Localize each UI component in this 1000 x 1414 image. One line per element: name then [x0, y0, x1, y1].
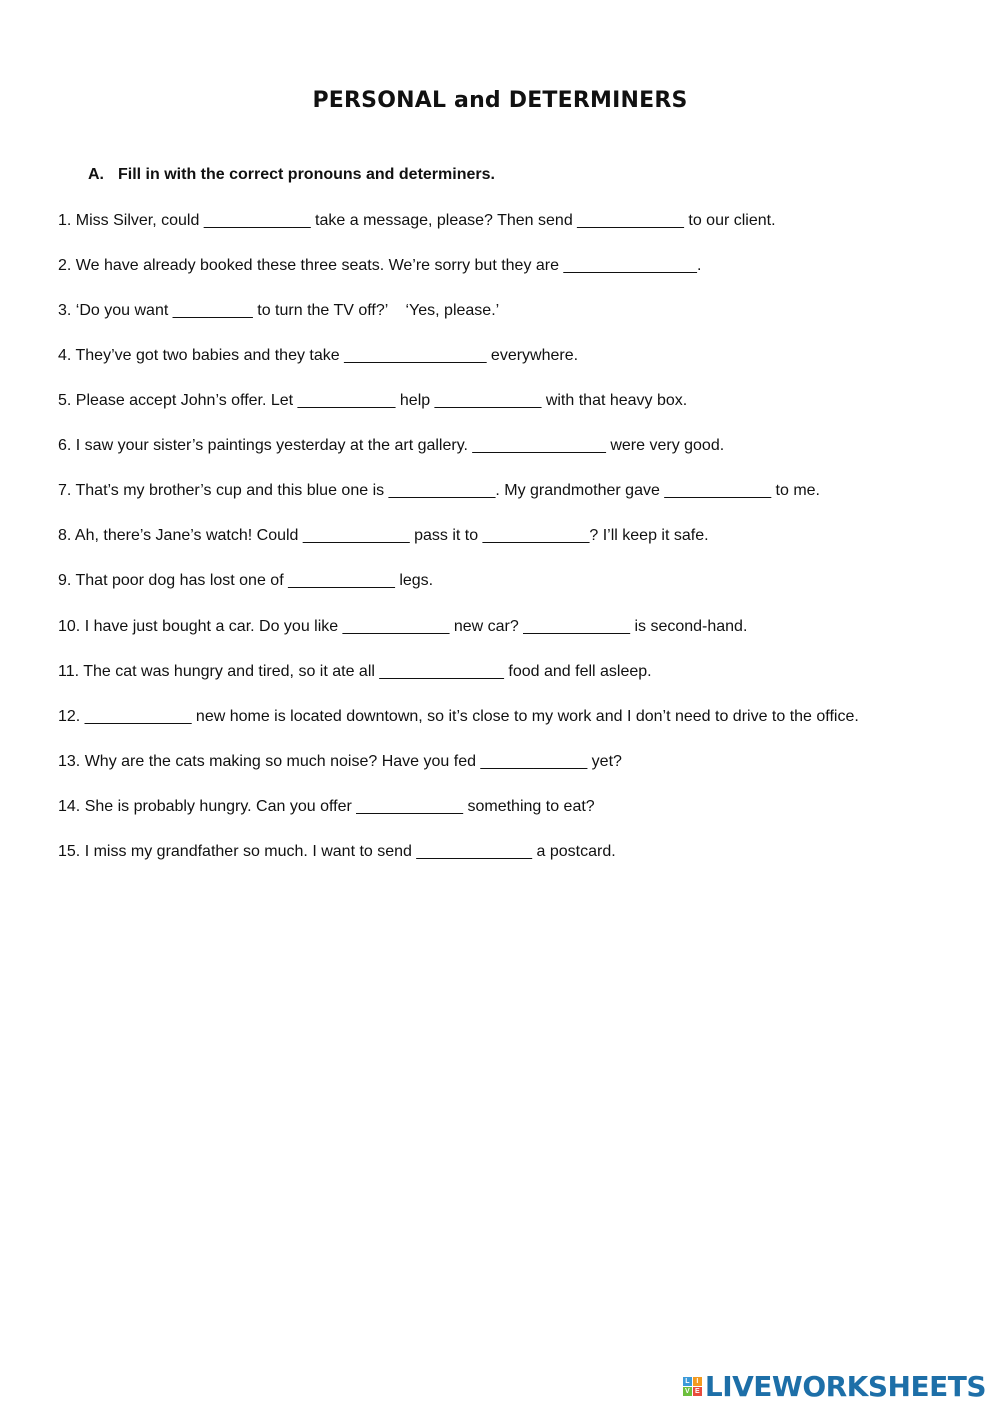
question-4: 4. They’ve got two babies and they take ________________ everywhere. [58, 347, 579, 364]
liveworksheets-logo-text: LIVEWORKSHEETS [704, 1369, 986, 1403]
liveworksheets-logo-icon [683, 1377, 702, 1396]
section-letter: A. [88, 166, 104, 183]
question-7: 7. That’s my brother’s cup and this blue one is ____________. My grandmother gave ____________ to me. [58, 482, 820, 499]
liveworksheets-logo [683, 1368, 986, 1404]
question-9: 9. That poor dog has lost one of ____________ legs. [58, 572, 434, 589]
question-13: 13. Why are the cats making so much noise? Have you fed ____________ yet? [58, 753, 622, 770]
section-instruction-text: Fill in with the correct pronouns and determiners. [118, 166, 495, 183]
question-11: 11. The cat was hungry and tired, so it ate all ______________ food and fell asleep. [58, 663, 652, 680]
question-10: 10. I have just bought a car. Do you like ____________ new car? ____________ is second-hand. [58, 618, 748, 635]
question-14: 14. She is probably hungry. Can you offer ____________ something to eat? [58, 798, 595, 815]
question-3: 3. ‘Do you want _________ to turn the TV off?’ ‘Yes, please.’ [58, 302, 500, 319]
logo-mark-letter: L [683, 1377, 692, 1386]
worksheet-title: PERSONAL and DETERMINERS [312, 88, 688, 113]
section-instruction [88, 166, 495, 184]
question-15: 15. I miss my grandfather so much. I want to send _____________ a postcard. [58, 843, 616, 860]
question-12: 12. ____________ new home is located downtown, so it’s close to my work and I don’t need to drive to the office. [58, 708, 859, 725]
question-5: 5. Please accept John’s offer. Let ___________ help ____________ with that heavy box. [58, 392, 688, 409]
logo-mark-letter: I [693, 1377, 702, 1386]
question-8: 8. Ah, there’s Jane’s watch! Could ____________ pass it to ____________? I’ll keep it safe. [58, 527, 709, 544]
question-2: 2. We have already booked these three seats. We’re sorry but they are _______________. [58, 257, 702, 274]
question-1: 1. Miss Silver, could ____________ take a message, please? Then send ____________ to our client. [58, 212, 776, 229]
logo-mark-letter: V [683, 1387, 692, 1396]
question-6: 6. I saw your sister’s paintings yesterday at the art gallery. _______________ were very good. [58, 437, 725, 454]
logo-mark-letter: E [693, 1387, 702, 1396]
